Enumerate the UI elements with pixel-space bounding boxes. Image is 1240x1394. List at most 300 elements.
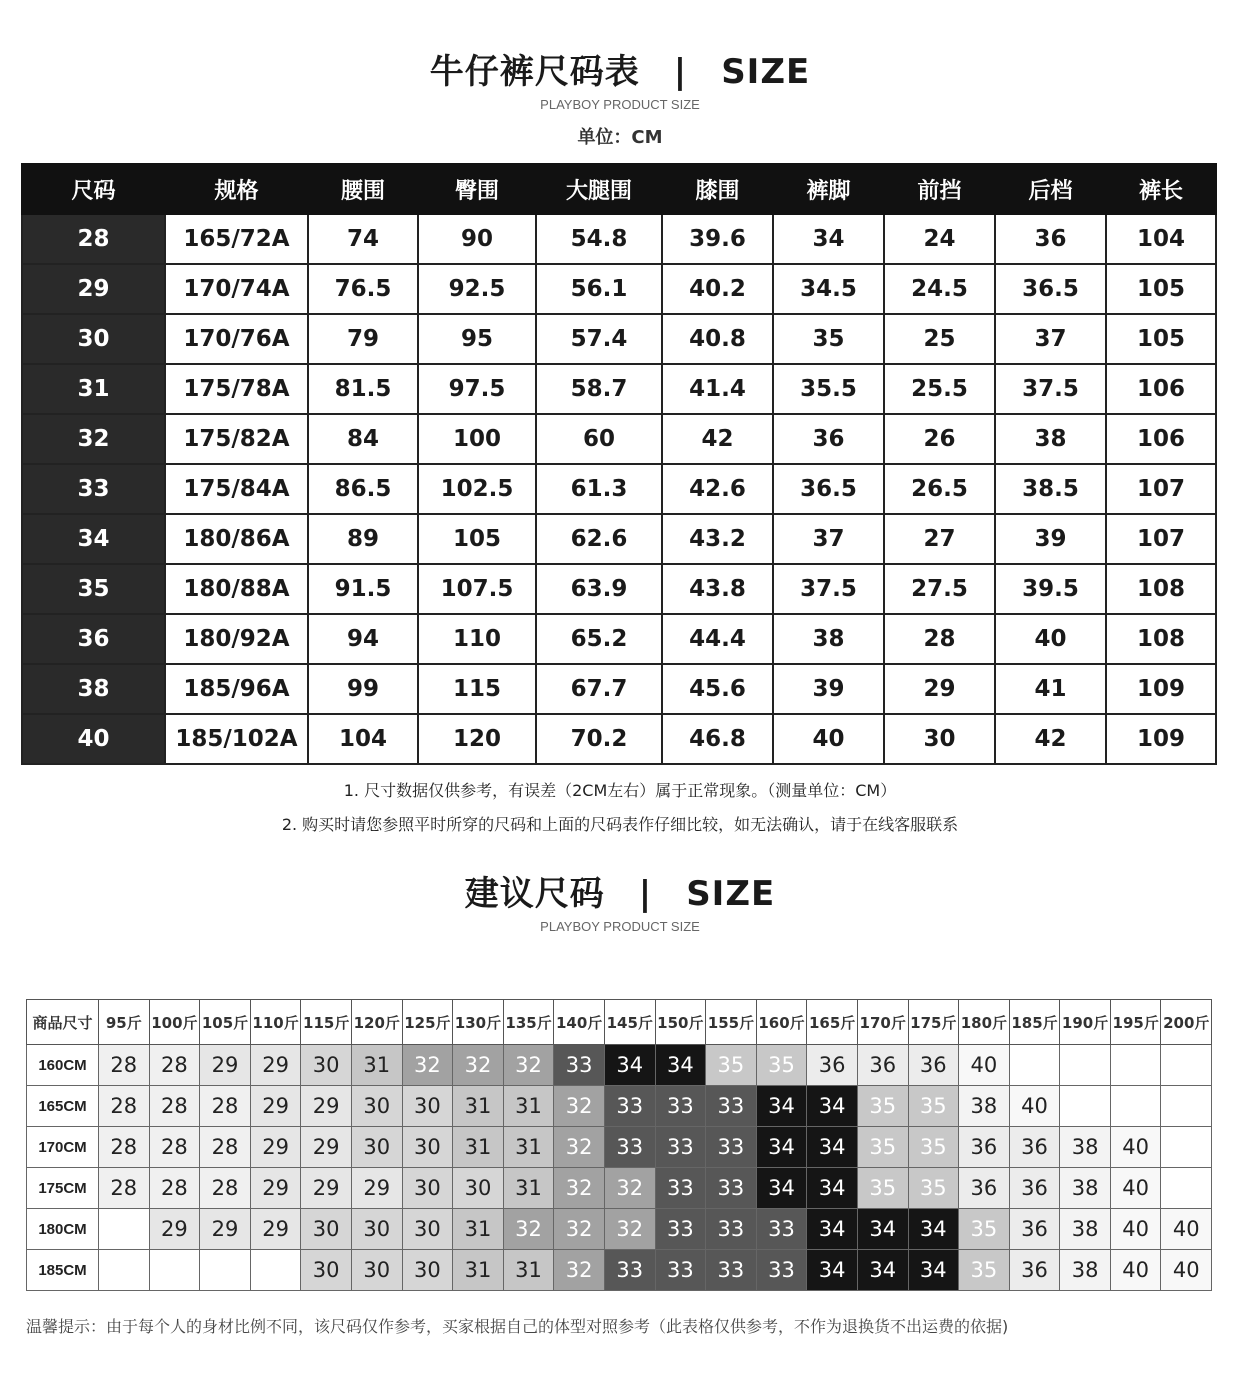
recommend-cell — [99, 1209, 150, 1250]
recommend-cell: 31 — [503, 1127, 554, 1168]
measure-cell: 180/92A — [165, 614, 308, 664]
column-header: 腰围 — [308, 164, 418, 214]
measure-cell: 107 — [1106, 464, 1216, 514]
recommend-cell: 35 — [959, 1209, 1010, 1250]
measure-cell: 27.5 — [884, 564, 995, 614]
measure-cell: 38 — [773, 614, 884, 664]
recommend-cell: 33 — [604, 1127, 655, 1168]
recommend-cell: 35 — [706, 1045, 757, 1086]
recommend-cell: 30 — [301, 1250, 352, 1291]
measure-cell: 175/82A — [165, 414, 308, 464]
recommend-cell: 34 — [857, 1250, 908, 1291]
size-chart-title-en: SIZE — [721, 52, 811, 92]
recommend-cell: 36 — [1009, 1168, 1060, 1209]
recommend-cell: 31 — [453, 1086, 504, 1127]
size-cell: 28 — [22, 214, 165, 264]
measure-cell: 30 — [884, 714, 995, 764]
recommend-cell: 29 — [250, 1168, 301, 1209]
weight-header: 95斤 — [99, 1000, 150, 1045]
recommend-cell: 30 — [453, 1168, 504, 1209]
recommend-cell — [200, 1250, 251, 1291]
measure-cell: 40.2 — [662, 264, 773, 314]
column-header: 大腿围 — [536, 164, 662, 214]
measure-cell: 27 — [884, 514, 995, 564]
measure-cell: 34 — [773, 214, 884, 264]
size-table — [21, 163, 1217, 765]
weight-header: 105斤 — [200, 1000, 251, 1045]
weight-header: 100斤 — [149, 1000, 200, 1045]
size-chart-title-cn: 牛仔裤尺码表 — [429, 52, 640, 92]
recommend-cell: 31 — [453, 1209, 504, 1250]
weight-header: 175斤 — [908, 1000, 959, 1045]
measure-cell: 92.5 — [418, 264, 536, 314]
measure-cell: 56.1 — [536, 264, 662, 314]
recommend-cell: 32 — [554, 1209, 605, 1250]
measure-cell: 37 — [995, 314, 1106, 364]
recommend-cell: 28 — [149, 1045, 200, 1086]
measure-cell: 40 — [995, 614, 1106, 664]
weight-header: 185斤 — [1009, 1000, 1060, 1045]
height-header: 165CM — [27, 1086, 99, 1127]
measure-cell: 175/84A — [165, 464, 308, 514]
recommend-cell: 28 — [149, 1127, 200, 1168]
recommend-cell: 35 — [908, 1168, 959, 1209]
recommend-cell: 30 — [402, 1168, 453, 1209]
measure-cell: 61.3 — [536, 464, 662, 514]
recommend-title — [0, 866, 1240, 915]
recommend-cell: 32 — [402, 1045, 453, 1086]
recommend-cell — [1161, 1127, 1212, 1168]
recommend-cell: 38 — [1060, 1127, 1111, 1168]
recommend-cell: 33 — [706, 1127, 757, 1168]
measure-cell: 37.5 — [773, 564, 884, 614]
size-cell: 38 — [22, 664, 165, 714]
measure-cell: 24.5 — [884, 264, 995, 314]
measure-cell: 38 — [995, 414, 1106, 464]
recommend-cell — [1110, 1086, 1161, 1127]
recommend-cell: 34 — [807, 1086, 858, 1127]
measure-cell: 24 — [884, 214, 995, 264]
table-row — [22, 614, 1216, 664]
size-chart-title — [0, 44, 1240, 93]
recommend-subtitle: PLAYBOY PRODUCT SIZE — [540, 919, 700, 934]
recommend-title-cn: 建议尺码 — [464, 874, 605, 914]
weight-header: 190斤 — [1060, 1000, 1111, 1045]
recommend-cell: 32 — [604, 1168, 655, 1209]
recommend-cell: 35 — [857, 1168, 908, 1209]
recommend-cell: 30 — [301, 1045, 352, 1086]
measure-cell: 44.4 — [662, 614, 773, 664]
note-2: 2. 购买时请您参照平时所穿的尺码和上面的尺码表作仔细比较，如无法确认，请于在线客服联系 — [281, 815, 959, 834]
recommend-cell: 28 — [200, 1127, 251, 1168]
measure-cell: 36.5 — [995, 264, 1106, 314]
measure-cell: 67.7 — [536, 664, 662, 714]
recommend-cell: 35 — [756, 1045, 807, 1086]
size-cell: 29 — [22, 264, 165, 314]
recommend-cell: 36 — [908, 1045, 959, 1086]
recommend-table-header — [27, 1000, 1212, 1045]
measure-cell: 104 — [1106, 214, 1216, 264]
table-row — [22, 714, 1216, 764]
recommend-cell — [1060, 1045, 1111, 1086]
measure-cell: 40 — [773, 714, 884, 764]
recommend-cell: 40 — [1161, 1209, 1212, 1250]
recommend-cell — [250, 1250, 301, 1291]
recommend-cell: 29 — [149, 1209, 200, 1250]
recommend-cell — [99, 1250, 150, 1291]
measure-cell: 76.5 — [308, 264, 418, 314]
recommend-cell: 32 — [604, 1209, 655, 1250]
column-header: 膝围 — [662, 164, 773, 214]
measure-cell: 91.5 — [308, 564, 418, 614]
recommend-cell: 28 — [99, 1127, 150, 1168]
recommend-cell: 38 — [1060, 1250, 1111, 1291]
recommend-cell: 30 — [402, 1250, 453, 1291]
measure-cell: 41.4 — [662, 364, 773, 414]
recommend-cell: 30 — [301, 1209, 352, 1250]
unit-label: 单位：CM — [577, 127, 663, 148]
corner-header: 商品尺寸 — [27, 1000, 99, 1045]
measure-cell: 94 — [308, 614, 418, 664]
recommend-cell: 33 — [655, 1127, 706, 1168]
recommend-cell: 28 — [99, 1086, 150, 1127]
size-cell: 30 — [22, 314, 165, 364]
recommend-cell — [149, 1250, 200, 1291]
recommend-cell: 36 — [959, 1168, 1010, 1209]
recommend-cell: 30 — [351, 1250, 402, 1291]
measure-cell: 107.5 — [418, 564, 536, 614]
measure-cell: 37.5 — [995, 364, 1106, 414]
measure-cell: 42.6 — [662, 464, 773, 514]
weight-header: 140斤 — [554, 1000, 605, 1045]
recommend-cell: 33 — [655, 1168, 706, 1209]
measure-cell: 39 — [773, 664, 884, 714]
recommend-cell: 40 — [1110, 1209, 1161, 1250]
measure-cell: 89 — [308, 514, 418, 564]
recommend-cell: 35 — [959, 1250, 1010, 1291]
recommend-cell: 28 — [149, 1168, 200, 1209]
measure-cell: 102.5 — [418, 464, 536, 514]
measure-cell: 40.8 — [662, 314, 773, 364]
weight-header: 120斤 — [351, 1000, 402, 1045]
measure-cell: 65.2 — [536, 614, 662, 664]
size-cell: 40 — [22, 714, 165, 764]
recommend-cell: 29 — [250, 1209, 301, 1250]
height-header: 180CM — [27, 1209, 99, 1250]
measure-cell: 79 — [308, 314, 418, 364]
measure-cell: 185/102A — [165, 714, 308, 764]
size-cell: 31 — [22, 364, 165, 414]
recommend-cell: 31 — [351, 1045, 402, 1086]
recommend-cell: 29 — [351, 1168, 402, 1209]
recommend-table — [26, 999, 1212, 1291]
measure-cell: 63.9 — [536, 564, 662, 614]
measure-cell: 45.6 — [662, 664, 773, 714]
recommend-cell: 31 — [453, 1250, 504, 1291]
measure-cell: 38.5 — [995, 464, 1106, 514]
measure-cell: 100 — [418, 414, 536, 464]
table-row — [27, 1168, 1212, 1209]
recommend-cell: 33 — [655, 1086, 706, 1127]
recommend-cell: 32 — [453, 1045, 504, 1086]
recommend-cell: 40 — [1110, 1250, 1161, 1291]
height-header: 160CM — [27, 1045, 99, 1086]
column-header: 臀围 — [418, 164, 536, 214]
recommend-cell: 29 — [250, 1127, 301, 1168]
weight-header: 180斤 — [959, 1000, 1010, 1045]
recommend-cell: 33 — [604, 1250, 655, 1291]
column-header: 前挡 — [884, 164, 995, 214]
recommend-cell: 36 — [807, 1045, 858, 1086]
recommend-cell: 28 — [99, 1045, 150, 1086]
measure-cell: 180/86A — [165, 514, 308, 564]
recommend-cell: 33 — [604, 1086, 655, 1127]
recommend-cell: 34 — [807, 1250, 858, 1291]
recommend-cell: 35 — [857, 1086, 908, 1127]
measure-cell: 46.8 — [662, 714, 773, 764]
recommend-cell: 40 — [1110, 1168, 1161, 1209]
recommend-cell: 38 — [1060, 1168, 1111, 1209]
recommend-cell: 30 — [351, 1209, 402, 1250]
column-header: 裤长 — [1106, 164, 1216, 214]
weight-header: 150斤 — [655, 1000, 706, 1045]
recommend-cell: 34 — [908, 1250, 959, 1291]
measure-cell: 99 — [308, 664, 418, 714]
recommend-cell: 32 — [503, 1209, 554, 1250]
weight-header: 170斤 — [857, 1000, 908, 1045]
measure-cell: 109 — [1106, 714, 1216, 764]
recommend-cell: 34 — [807, 1168, 858, 1209]
table-row — [27, 1250, 1212, 1291]
recommend-cell: 32 — [554, 1127, 605, 1168]
height-header: 170CM — [27, 1127, 99, 1168]
table-row — [22, 564, 1216, 614]
measure-cell: 110 — [418, 614, 536, 664]
measure-cell: 39 — [995, 514, 1106, 564]
recommend-cell: 28 — [99, 1168, 150, 1209]
recommend-cell: 36 — [959, 1127, 1010, 1168]
measure-cell: 165/72A — [165, 214, 308, 264]
title-separator: | — [638, 874, 653, 914]
column-header: 裤脚 — [773, 164, 884, 214]
weight-header: 155斤 — [706, 1000, 757, 1045]
measure-cell: 35 — [773, 314, 884, 364]
recommend-cell: 38 — [959, 1086, 1010, 1127]
measure-cell: 105 — [1106, 264, 1216, 314]
recommend-cell: 31 — [503, 1250, 554, 1291]
recommend-cell: 33 — [706, 1086, 757, 1127]
measure-cell: 25.5 — [884, 364, 995, 414]
measure-cell: 29 — [884, 664, 995, 714]
recommend-cell: 34 — [756, 1086, 807, 1127]
measure-cell: 106 — [1106, 414, 1216, 464]
measure-cell: 90 — [418, 214, 536, 264]
recommend-cell: 33 — [655, 1250, 706, 1291]
recommend-cell: 40 — [1009, 1086, 1060, 1127]
table-row — [22, 464, 1216, 514]
recommend-cell: 31 — [503, 1168, 554, 1209]
recommend-cell: 34 — [807, 1127, 858, 1168]
table-row — [22, 314, 1216, 364]
recommend-cell — [1110, 1045, 1161, 1086]
weight-header: 135斤 — [503, 1000, 554, 1045]
recommend-cell: 29 — [301, 1086, 352, 1127]
recommend-cell — [1009, 1045, 1060, 1086]
weight-header: 145斤 — [604, 1000, 655, 1045]
weight-header: 125斤 — [402, 1000, 453, 1045]
weight-header: 110斤 — [250, 1000, 301, 1045]
table-row — [22, 514, 1216, 564]
recommend-cell: 28 — [200, 1168, 251, 1209]
size-chart-subtitle: PLAYBOY PRODUCT SIZE — [540, 97, 700, 112]
weight-header: 195斤 — [1110, 1000, 1161, 1045]
weight-header: 200斤 — [1161, 1000, 1212, 1045]
recommend-cell: 29 — [200, 1209, 251, 1250]
table-row — [22, 264, 1216, 314]
column-header: 后档 — [995, 164, 1106, 214]
recommend-cell: 31 — [503, 1086, 554, 1127]
table-row — [27, 1086, 1212, 1127]
recommend-cell: 40 — [959, 1045, 1010, 1086]
recommend-cell: 30 — [351, 1127, 402, 1168]
table-row — [22, 364, 1216, 414]
recommend-cell: 32 — [554, 1086, 605, 1127]
size-cell: 33 — [22, 464, 165, 514]
measure-cell: 34.5 — [773, 264, 884, 314]
measure-cell: 105 — [418, 514, 536, 564]
measure-cell: 84 — [308, 414, 418, 464]
measure-cell: 36 — [995, 214, 1106, 264]
recommend-cell: 34 — [756, 1168, 807, 1209]
table-row — [22, 414, 1216, 464]
measure-cell: 115 — [418, 664, 536, 714]
recommend-cell: 33 — [756, 1250, 807, 1291]
measure-cell: 107 — [1106, 514, 1216, 564]
measure-cell: 70.2 — [536, 714, 662, 764]
recommend-cell: 29 — [200, 1045, 251, 1086]
height-header: 185CM — [27, 1250, 99, 1291]
table-row — [22, 214, 1216, 264]
recommend-cell: 40 — [1110, 1127, 1161, 1168]
measure-cell: 170/74A — [165, 264, 308, 314]
recommend-cell: 34 — [756, 1127, 807, 1168]
measure-cell: 54.8 — [536, 214, 662, 264]
weight-header: 165斤 — [807, 1000, 858, 1045]
measure-cell: 41 — [995, 664, 1106, 714]
column-header: 尺码 — [22, 164, 165, 214]
recommend-cell: 34 — [807, 1209, 858, 1250]
size-cell: 34 — [22, 514, 165, 564]
recommend-cell — [1161, 1086, 1212, 1127]
recommend-cell: 33 — [655, 1209, 706, 1250]
recommend-cell: 32 — [554, 1168, 605, 1209]
measure-cell: 28 — [884, 614, 995, 664]
recommend-cell: 33 — [706, 1209, 757, 1250]
measure-cell: 39.5 — [995, 564, 1106, 614]
recommend-cell: 33 — [706, 1168, 757, 1209]
measure-cell: 120 — [418, 714, 536, 764]
footer-tip: 温馨提示：由于每个人的身材比例不同，该尺码仅作参考，买家根据自己的体型对照参考（此表格仅供参考，不作为退换货不出运费的依据) — [26, 1317, 1009, 1336]
recommend-cell: 34 — [908, 1209, 959, 1250]
measure-cell: 39.6 — [662, 214, 773, 264]
measure-cell: 81.5 — [308, 364, 418, 414]
recommend-cell: 29 — [301, 1127, 352, 1168]
measure-cell: 26 — [884, 414, 995, 464]
recommend-cell: 32 — [554, 1250, 605, 1291]
note-1: 1. 尺寸数据仅供参考，有误差（2CM左右）属于正常现象。（测量单位：CM） — [343, 781, 897, 800]
measure-cell: 180/88A — [165, 564, 308, 614]
measure-cell: 62.6 — [536, 514, 662, 564]
table-row — [27, 1209, 1212, 1250]
recommend-cell: 32 — [503, 1045, 554, 1086]
measure-cell: 108 — [1106, 614, 1216, 664]
table-row — [22, 664, 1216, 714]
measure-cell: 104 — [308, 714, 418, 764]
measure-cell: 106 — [1106, 364, 1216, 414]
weight-header: 130斤 — [453, 1000, 504, 1045]
recommend-cell: 35 — [908, 1086, 959, 1127]
recommend-cell: 29 — [250, 1086, 301, 1127]
recommend-cell: 33 — [756, 1209, 807, 1250]
measure-cell: 105 — [1106, 314, 1216, 364]
recommend-cell — [1161, 1045, 1212, 1086]
measure-cell: 42 — [662, 414, 773, 464]
table-row — [27, 1127, 1212, 1168]
recommend-cell: 34 — [604, 1045, 655, 1086]
recommend-cell: 31 — [453, 1127, 504, 1168]
recommend-title-en: SIZE — [686, 874, 776, 914]
measure-cell: 25 — [884, 314, 995, 364]
measure-cell: 170/76A — [165, 314, 308, 364]
measure-cell: 42 — [995, 714, 1106, 764]
table-row — [27, 1045, 1212, 1086]
recommend-cell: 29 — [250, 1045, 301, 1086]
recommend-cell: 30 — [402, 1209, 453, 1250]
measure-cell: 74 — [308, 214, 418, 264]
height-header: 175CM — [27, 1168, 99, 1209]
recommend-cell: 28 — [149, 1086, 200, 1127]
measure-cell: 36 — [773, 414, 884, 464]
recommend-cell — [1060, 1086, 1111, 1127]
column-header: 规格 — [165, 164, 308, 214]
recommend-cell: 34 — [655, 1045, 706, 1086]
size-table-header — [22, 164, 1216, 214]
recommend-cell: 40 — [1161, 1250, 1212, 1291]
recommend-cell: 36 — [1009, 1209, 1060, 1250]
recommend-cell: 30 — [351, 1086, 402, 1127]
recommend-cell: 35 — [857, 1127, 908, 1168]
recommend-cell: 28 — [200, 1086, 251, 1127]
recommend-cell: 36 — [1009, 1250, 1060, 1291]
size-cell: 36 — [22, 614, 165, 664]
measure-cell: 36.5 — [773, 464, 884, 514]
measure-cell: 86.5 — [308, 464, 418, 514]
measure-cell: 95 — [418, 314, 536, 364]
recommend-cell: 36 — [1009, 1127, 1060, 1168]
measure-cell: 26.5 — [884, 464, 995, 514]
measure-cell: 37 — [773, 514, 884, 564]
size-cell: 35 — [22, 564, 165, 614]
weight-header: 160斤 — [756, 1000, 807, 1045]
weight-header: 115斤 — [301, 1000, 352, 1045]
recommend-cell — [1161, 1168, 1212, 1209]
measure-cell: 43.8 — [662, 564, 773, 614]
measure-cell: 108 — [1106, 564, 1216, 614]
measure-cell: 57.4 — [536, 314, 662, 364]
recommend-cell: 34 — [857, 1209, 908, 1250]
size-cell: 32 — [22, 414, 165, 464]
measure-cell: 35.5 — [773, 364, 884, 414]
